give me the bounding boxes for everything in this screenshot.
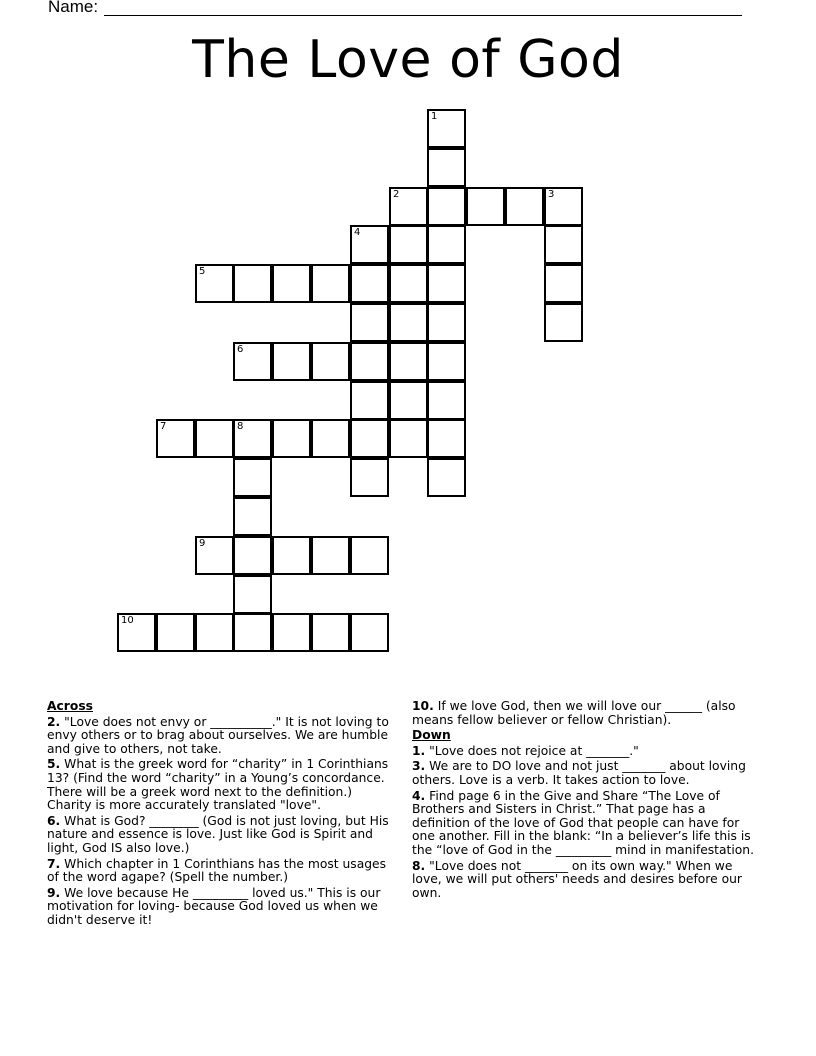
grid-cell[interactable] — [272, 613, 311, 652]
grid-cell[interactable] — [350, 613, 389, 652]
grid-cell[interactable] — [505, 187, 544, 226]
down-clue — [412, 790, 762, 858]
across-clue — [47, 716, 397, 757]
grid-cell[interactable] — [272, 264, 311, 303]
grid-cell[interactable] — [427, 381, 466, 420]
clue-number: 2. — [47, 714, 61, 729]
grid-cell[interactable] — [195, 419, 234, 458]
grid-cell[interactable] — [427, 342, 466, 381]
grid-cell[interactable] — [272, 419, 311, 458]
across-clue — [412, 700, 762, 727]
grid-cell[interactable] — [389, 419, 428, 458]
grid-cell[interactable] — [311, 264, 350, 303]
grid-cell[interactable] — [195, 536, 234, 575]
clue-number: 3. — [412, 759, 426, 774]
grid-cell[interactable] — [427, 109, 466, 148]
grid-cell[interactable] — [350, 458, 389, 497]
grid-cell[interactable] — [466, 187, 505, 226]
clue-number: 10. — [412, 699, 434, 713]
grid-cell[interactable] — [311, 613, 350, 652]
cell-number: 5 — [199, 266, 206, 277]
cell-number: 3 — [548, 189, 555, 200]
grid-cell[interactable] — [311, 342, 350, 381]
grid-cell[interactable] — [389, 303, 428, 342]
clue-text: "Love does not envy or __________." It is not loving to envy others or to brag about ourselves. We are humble and give to others, not take. — [47, 714, 389, 756]
grid-cell[interactable] — [427, 225, 466, 264]
grid-cell[interactable] — [350, 225, 389, 264]
grid-cell[interactable] — [350, 419, 389, 458]
cell-number: 2 — [393, 189, 400, 200]
clue-number: 5. — [47, 757, 61, 772]
grid-cell[interactable] — [350, 381, 389, 420]
grid-cell[interactable] — [233, 613, 272, 652]
grid-cell[interactable] — [272, 536, 311, 575]
grid-cell[interactable] — [389, 225, 428, 264]
clue-text: Which chapter in 1 Corinthians has the most usages of the word agape? (Spell the number.) — [47, 856, 387, 885]
cell-number: 4 — [354, 227, 361, 238]
cell-number: 10 — [121, 615, 134, 626]
clue-number: 9. — [47, 885, 61, 900]
grid-cell[interactable] — [389, 187, 428, 226]
cell-number: 7 — [160, 421, 167, 432]
grid-cell[interactable] — [389, 342, 428, 381]
grid-cell[interactable] — [350, 303, 389, 342]
grid-cell[interactable] — [427, 187, 466, 226]
grid-cell[interactable] — [544, 187, 583, 226]
cell-number: 8 — [237, 421, 244, 432]
clue-text: What is the greek word for “charity” in 1 Corinthians 13? (Find the word “charity” in a Young’s concordance. There will be a greek word next to the definition.) Charity is more accurately translated "love". — [47, 757, 389, 813]
name-label: Name: — [48, 0, 99, 16]
grid-cell[interactable] — [427, 419, 466, 458]
grid-cell[interactable] — [311, 419, 350, 458]
down-clue — [412, 745, 762, 759]
grid-cell[interactable] — [233, 342, 272, 381]
clue-text: We are to DO love and not just _______ about loving others. Love is a verb. It takes action to love. — [412, 759, 746, 787]
grid-cell[interactable] — [311, 536, 350, 575]
grid-cell[interactable] — [544, 225, 583, 264]
down-heading: Down — [412, 728, 451, 743]
grid-cell[interactable] — [233, 497, 272, 536]
grid-cell[interactable] — [427, 303, 466, 342]
clue-number: 1. — [412, 743, 426, 758]
grid-cell[interactable] — [233, 264, 272, 303]
grid-cell[interactable] — [389, 264, 428, 303]
grid-cell[interactable] — [427, 458, 466, 497]
grid-cell[interactable] — [544, 303, 583, 342]
grid-cell[interactable] — [117, 613, 156, 652]
across-clue — [47, 758, 397, 812]
grid-cell[interactable] — [233, 536, 272, 575]
cell-number: 9 — [199, 538, 206, 549]
grid-cell[interactable] — [350, 342, 389, 381]
grid-cell[interactable] — [427, 264, 466, 303]
grid-cell[interactable] — [195, 613, 234, 652]
clue-text: If we love God, then we will love our ______ (also means fellow believer or fellow Christian). — [412, 699, 736, 727]
across-clue-list-continued — [412, 700, 762, 727]
clue-number: 4. — [412, 788, 426, 803]
grid-cell[interactable] — [233, 575, 272, 614]
clue-number: 6. — [47, 813, 61, 828]
grid-cell[interactable] — [544, 264, 583, 303]
grid-cell[interactable] — [233, 419, 272, 458]
cell-number: 6 — [237, 344, 244, 355]
clue-text: What is God? ________ (God is not just loving, but His nature and essence is love. Just like God is Spirit and light, God IS also love.) — [47, 813, 389, 855]
clue-text: Find page 6 in the Give and Share “The Love of Brothers and Sisters in Christ.” That page has a definition of the love of God that people can have for one another. Fill in the blank: “In a believer’s life this is the “love of God in the _________ mind in manifestation. — [412, 788, 755, 857]
down-clue-list — [412, 745, 762, 901]
down-clue — [412, 760, 762, 787]
clue-text: "Love does not _______ on its own way." When we love, we will put others' needs and desires before our own. — [412, 858, 742, 900]
grid-cell[interactable] — [389, 381, 428, 420]
cell-number: 1 — [431, 111, 438, 122]
across-clue-list — [47, 716, 397, 928]
across-clue — [47, 858, 397, 885]
clue-text: "Love does not rejoice at _______." — [429, 743, 639, 758]
clues-column-right — [412, 700, 762, 902]
clues-column-left — [47, 700, 397, 930]
across-clue — [47, 887, 397, 928]
grid-cell[interactable] — [195, 264, 234, 303]
grid-cell[interactable] — [233, 458, 272, 497]
grid-cell[interactable] — [350, 536, 389, 575]
clue-text: We love because He _________ loved us." This is our motivation for loving- because God loved us when we didn't deserve it! — [47, 885, 381, 927]
across-clue — [47, 815, 397, 856]
clue-number: 7. — [47, 856, 61, 871]
grid-cell[interactable] — [156, 419, 195, 458]
grid-cell[interactable] — [272, 342, 311, 381]
down-clue — [412, 860, 762, 901]
clue-number: 8. — [412, 858, 426, 873]
page-title: The Love of God — [192, 30, 624, 90]
across-heading: Across — [47, 699, 93, 713]
grid-cell[interactable] — [156, 613, 195, 652]
grid-cell[interactable] — [350, 264, 389, 303]
grid-cell[interactable] — [427, 148, 466, 187]
